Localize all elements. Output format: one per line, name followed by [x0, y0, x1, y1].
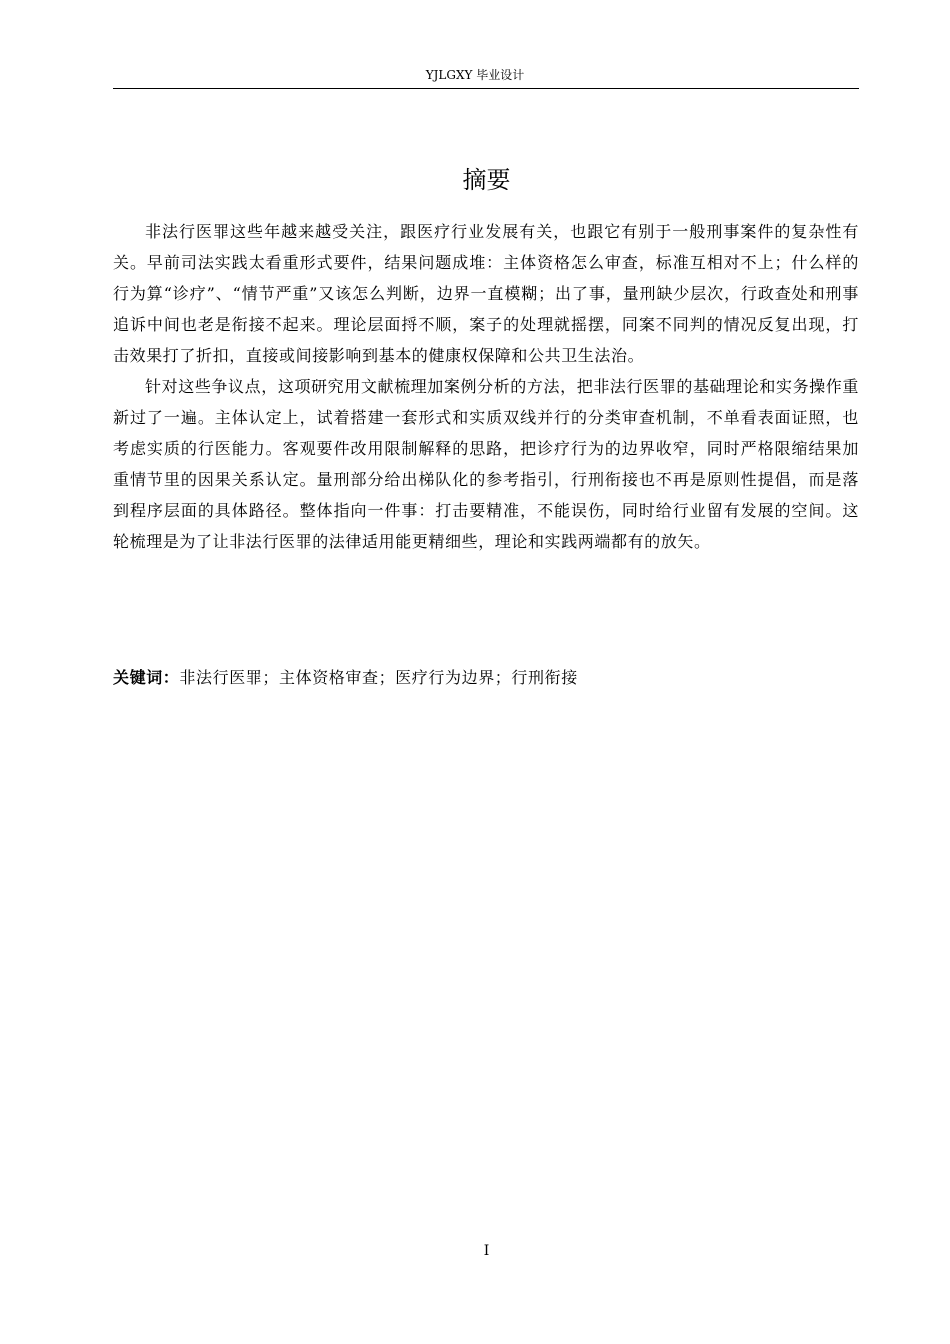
abstract-paragraph-1: 非法行医罪这些年越来越受关注，跟医疗行业发展有关，也跟它有别于一般刑事案件的复杂性有关。早前司法实践太看重形式要件，结果问题成堆：主体资格怎么审查，标准互相对不上；什么样的行为算“诊疗”、“情节严重”又该怎么判断，边界一直模糊；出了事，量刑缺少层次，行政查处和刑事追诉中间也老是衔接不起来。理论层面捋不顺，案子的处理就摇摆，同案不同判的情况反复出现，打击效果打了折扣，直接或间接影响到基本的健康权保障和公共卫生法治。: [113, 222, 859, 365]
keywords-line: [113, 662, 859, 693]
running-header: YJLGXY 毕业设计: [425, 68, 525, 82]
header-divider: [113, 88, 859, 89]
keywords-label: 关键词：: [113, 668, 180, 687]
abstract-body: [113, 216, 859, 557]
page-title: 摘要: [462, 166, 511, 194]
page-number: I: [483, 1243, 490, 1259]
abstract-paragraph-2: 针对这些争议点，这项研究用文献梳理加案例分析的方法，把非法行医罪的基础理论和实务操作重新过了一遍。主体认定上，试着搭建一套形式和实质双线并行的分类审查机制，不单看表面证照，也考虑实质的行医能力。客观要件改用限制解释的思路，把诊疗行为的边界收窄，同时严格限缩结果加重情节里的因果关系认定。量刑部分给出梯队化的参考指引，行刑衔接也不再是原则性提倡，而是落到程序层面的具体路径。整体指向一件事：打击要精准，不能误伤，同时给行业留有发展的空间。这轮梳理是为了让非法行医罪的法律适用能更精细些，理论和实践两端都有的放矢。: [113, 377, 859, 551]
keywords-text: 非法行医罪；主体资格审查；医疗行为边界；行刑衔接: [179, 668, 578, 687]
